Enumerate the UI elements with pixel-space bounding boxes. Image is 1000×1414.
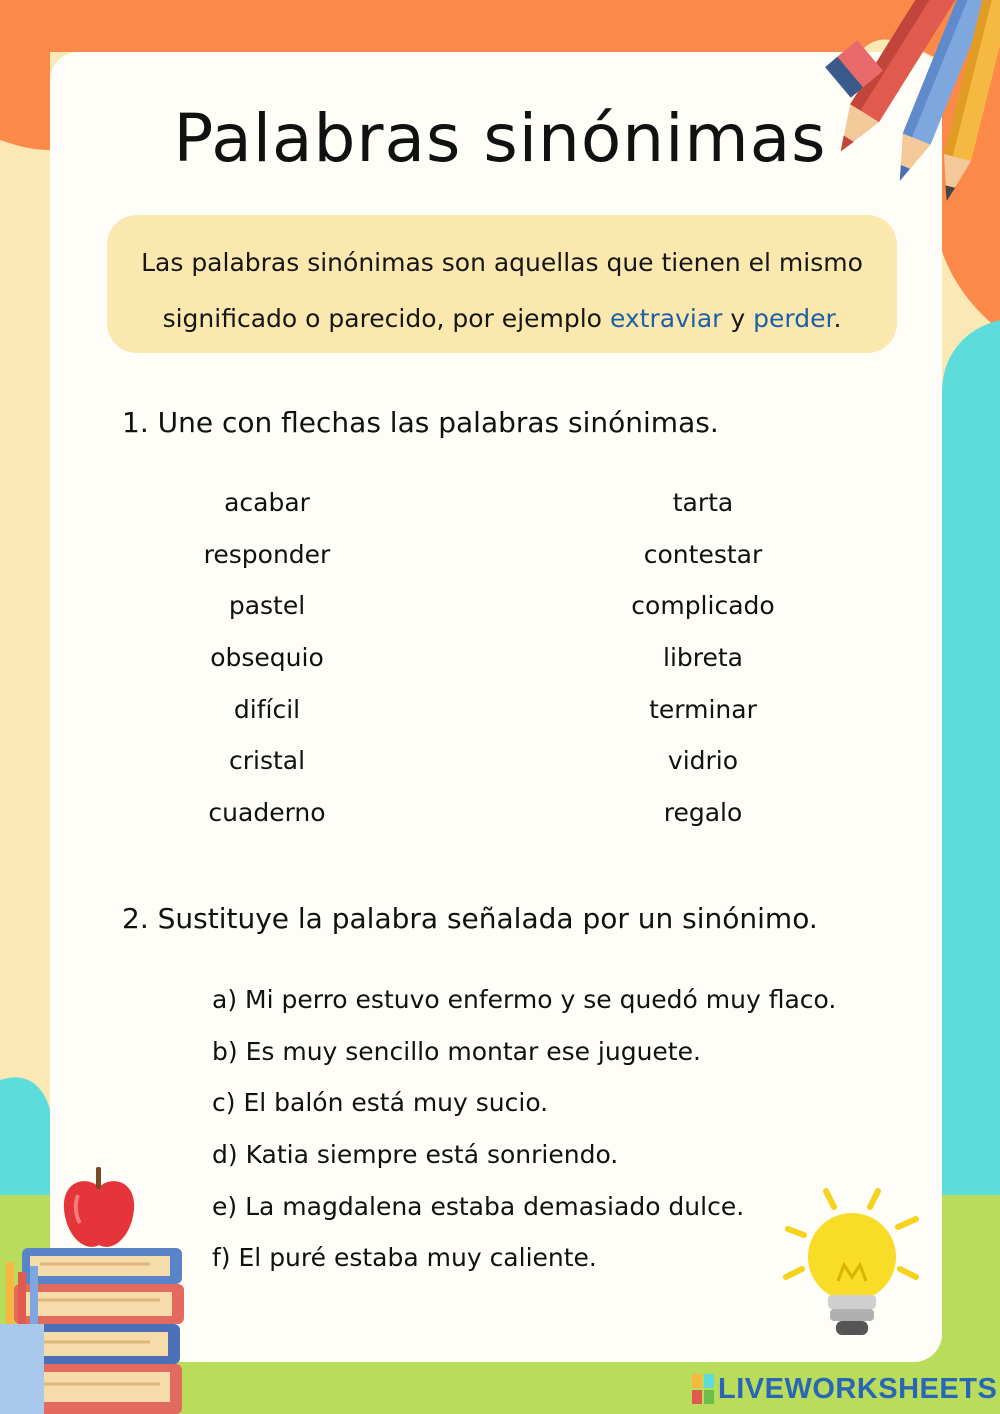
liveworksheets-brand[interactable] <box>692 1371 997 1407</box>
sentence-item: b) Es muy sencillo montar ese juguete. <box>212 1036 701 1066</box>
left-word-column <box>117 485 417 847</box>
brand-text: LIVEWORKSHEETS <box>718 1372 998 1405</box>
left-word[interactable]: responder <box>203 539 331 569</box>
left-word[interactable]: difícil <box>233 694 301 724</box>
sentence-item: e) La magdalena estaba demasiado dulce. <box>212 1191 745 1221</box>
definition-end: . <box>833 304 842 333</box>
left-word[interactable]: pastel <box>228 591 306 621</box>
definition-connector: y <box>722 304 754 333</box>
definition-box <box>107 215 897 353</box>
right-word[interactable]: terminar <box>649 694 757 724</box>
right-word[interactable]: tarta <box>672 488 734 517</box>
sentence-item: c) El balón está muy sucio. <box>212 1088 549 1118</box>
exercise-1-instruction: 1. Une con flechas las palabras sinónimas. <box>122 406 719 439</box>
left-word[interactable]: cristal <box>228 746 306 776</box>
liveworksheets-logo-icon <box>692 1374 714 1404</box>
left-word[interactable]: cuaderno <box>208 798 326 828</box>
left-word[interactable]: obsequio <box>210 643 324 673</box>
left-word[interactable]: acabar <box>224 488 310 517</box>
sentence-item: f) El puré estaba muy caliente. <box>212 1243 597 1273</box>
right-word[interactable]: regalo <box>663 798 743 828</box>
example-word-2: perder <box>753 304 834 333</box>
exercise-2-instruction: 2. Sustituye la palabra señalada por un sinónimo. <box>122 902 818 935</box>
sentence-item: d) Katia siempre está sonriendo. <box>212 1140 619 1170</box>
example-word-1: extraviar <box>609 304 723 333</box>
page-title: Palabras sinónimas <box>173 100 827 177</box>
pencil-cup-icon <box>0 1262 48 1414</box>
right-word[interactable]: contestar <box>643 539 763 569</box>
right-word[interactable]: libreta <box>663 643 743 673</box>
sentence-item: a) Mi perro estuvo enfermo y se quedó muy flaco. <box>212 985 837 1014</box>
lightbulb-icon <box>782 1185 922 1345</box>
right-word-column <box>553 485 853 847</box>
sentence-list <box>212 982 836 1292</box>
right-word[interactable]: vidrio <box>667 746 739 776</box>
right-word[interactable]: complicado <box>631 591 775 621</box>
definition-text: Las palabras sinónimas son aquellas que tienen el mismo significado o parecido, por ejemplo <box>141 248 863 333</box>
apple-icon <box>56 1165 142 1255</box>
